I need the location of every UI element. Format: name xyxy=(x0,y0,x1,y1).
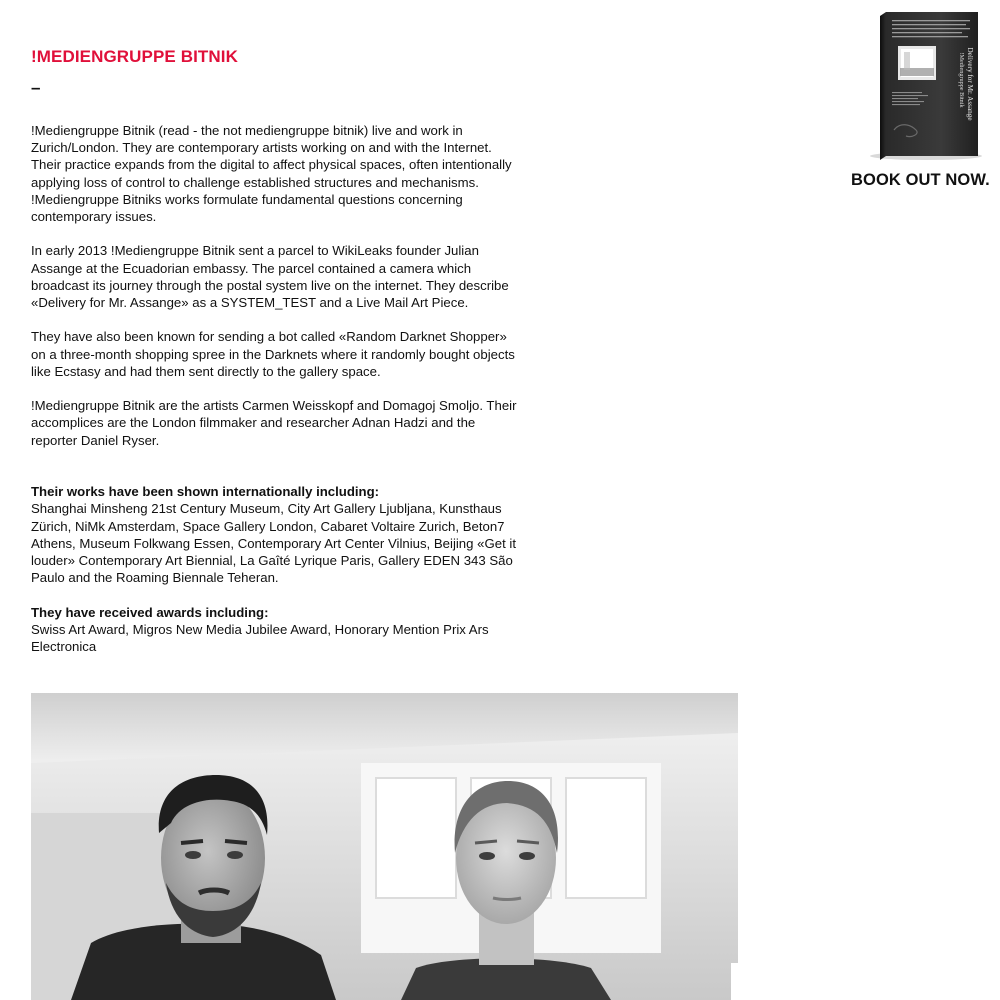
title-separator: – xyxy=(31,78,41,97)
artists-photo xyxy=(31,693,738,1000)
book-cover-image[interactable] xyxy=(868,10,990,162)
exhibitions-text: Shanghai Minsheng 21st Century Museum, City Art Gallery Ljubljana, Kunsthaus Zürich, NiMk Amsterdam, Space Gallery London, Cabaret Voltaire Zurich, Beton7 Athens, Museum Folkwang Essen, Contemporary Art Center Vilnius, Beijing «Get it louder» Contemporary Art Biennial, La Gaîté Lyrique Paris, Gallery EDEN 343 São Paulo and the Roaming Biennale Teheran. xyxy=(31,501,516,586)
awards-text: Swiss Art Award, Migros New Media Jubilee Award, Honorary Mention Prix Ars Electronica xyxy=(31,621,489,655)
awards-block xyxy=(31,604,521,656)
book-cover-title: Delivery for Mr. Assange xyxy=(966,47,974,121)
awards-heading: They have received awards including: xyxy=(31,604,269,620)
book-cover-author: !Mediengruppe Bitnik xyxy=(958,52,965,108)
bio-content xyxy=(31,122,521,672)
bio-paragraph-darknet: They have also been known for sending a bot called «Random Darknet Shopper» on a three-month shopping spree in the Darknets where it randomly bought objects like Ecstasy and had them sent directly to the gallery space. xyxy=(31,329,515,379)
bio-paragraph-artists: !Mediengruppe Bitnik are the artists Carmen Weisskopf and Domagoj Smoljo. Their accomplices are the London filmmaker and researcher Adnan Hadzi and the reporter Daniel Ryser. xyxy=(31,398,517,448)
exhibitions-heading: Their works have been shown internationally including: xyxy=(31,484,380,500)
book-out-now-link[interactable]: BOOK OUT NOW. xyxy=(851,171,990,189)
exhibitions-block xyxy=(31,483,521,586)
bio-paragraph-assange: In early 2013 !Mediengruppe Bitnik sent a parcel to WikiLeaks founder Julian Assange at the Ecuadorian embassy. The parcel contained a camera which broadcast its journey through the postal system live on the internet. They describe «Delivery for Mr. Assange» as a SYSTEM_TEST and a Live Mail Art Piece. xyxy=(31,243,509,311)
page-title: !MEDIENGRUPPE BITNIK xyxy=(31,47,238,66)
bio-paragraph-intro: !Mediengruppe Bitnik (read - the not mediengruppe bitnik) live and work in Zurich/London. They are contemporary artists working on and with the Internet. Their practice expands from the digital to affect physical spaces, often intentionally applying loss of control to challenge established structures and mechanisms. !Mediengruppe Bitniks works formulate fundamental questions concerning contemporary issues. xyxy=(31,123,512,225)
